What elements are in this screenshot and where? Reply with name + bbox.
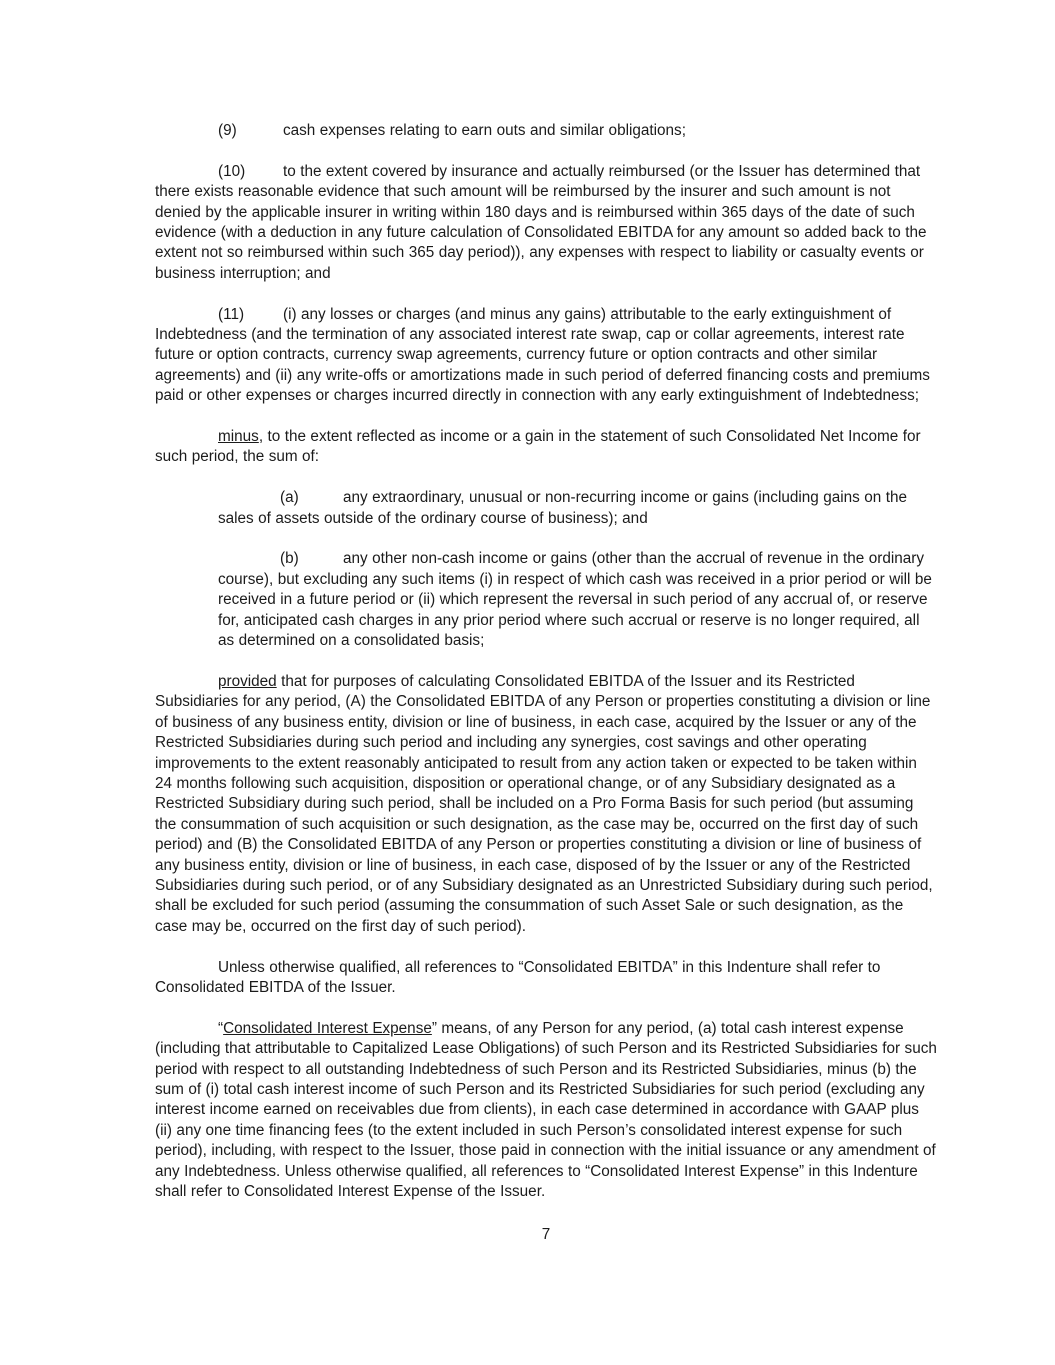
paragraph [155, 958, 937, 999]
paragraph-text: cash expenses relating to earn outs and similar obligations; [283, 122, 686, 139]
page-number: 7 [541, 1226, 551, 1243]
paragraph-number: (b) [280, 550, 299, 568]
paragraph [218, 549, 937, 651]
paragraph [155, 672, 937, 937]
paragraph-number: (a) [280, 489, 299, 507]
paragraph-text: , to the extent reflected as income or a gain in the statement of such Consolidated Net Income for such period, the sum of: [155, 428, 921, 466]
document-content [155, 121, 937, 1223]
paragraph [155, 1019, 937, 1203]
defined-term: Consolidated Interest Expense [223, 1019, 432, 1037]
paragraph-text: “ [218, 1019, 224, 1037]
paragraph-number: (9) [218, 122, 237, 139]
paragraph [155, 162, 937, 284]
paragraph-text: Unless otherwise qualified, all references to “Consolidated EBITDA” in this Indenture shall refer to Consolidated EBITDA of the Issuer. [155, 958, 881, 996]
paragraph [218, 488, 937, 529]
paragraph-text: any other non-cash income or gains (other than the accrual of revenue in the ordinary course), but excluding any such items (i) in respect of which cash was received in a prior period or will be received in a future period or (ii) which represent the reversal in such period of any accrual of, or reserve for, anticipated cash charges in any prior period where such accrual or reserve is no longer required, all as determined on a consolidated basis; [218, 550, 932, 650]
paragraph-text: (i) any losses or charges (and minus any gains) attributable to the early extinguishment of Indebtedness (and the termination of any associated interest rate swap, cap or collar agreements, interest rate future or option contracts, currency swap agreements, currency future or option contracts and other similar agreements) and (ii) any write-offs or amortizations made in such period of deferred financing costs and premiums paid or other expenses or charges incurred directly in connection with any early extinguishment of Indebtedness; [155, 305, 930, 405]
paragraph-number: (10) [218, 162, 246, 180]
defined-term: provided [218, 672, 277, 690]
paragraph [155, 427, 937, 468]
paragraph-number: (11) [218, 305, 245, 323]
paragraph [155, 121, 937, 141]
defined-term: minus [218, 428, 259, 446]
paragraph-text: to the extent covered by insurance and actually reimbursed (or the Issuer has determined that there exists reasonable evidence that such amount will be reimbursed by the insurer and such amount is not denied by the applicable insurer in writing within 180 days and is reimbursed within 365 days of the date of such evidence (with a deduction in any future calculation of Consolidated EBITDA for any amount so added back to the extent not so reimbursed within such 365 day period)), any expenses with respect to liability or casualty events or business interruption; and [155, 162, 927, 282]
paragraph-text: that for purposes of calculating Consolidated EBITDA of the Issuer and its Restricted Subsidiaries for any period, (A) the Consolidated EBITDA of any Person or properties constituting a division or line of business of any business entity, division or line of business, in each case, acquired by the Issuer or any of the Restricted Subsidiaries during such period and including any synergies, cost savings and other operating improvements to the extent reasonably anticipated to result from any action taken or expected to be taken within 24 months following such acquisition, disposition or operational change, or of any Subsidiary designated as a Restricted Subsidiary during such period, shall be included on a Pro Forma Basis for such period (but assuming the consummation of such acquisition or such designation, as the case may be, occurred on the first day of such period) and (B) the Consolidated EBITDA of any Person or properties constituting a division or line of business of any business entity, division or line of business, in each case, disposed of by the Issuer or any of the Restricted Subsidiaries during such period, or of any Subsidiary designated as an Unrestricted Subsidiary during such period, shall be excluded for such period (assuming the consummation of such Asset Sale or such designation, as the case may be, occurred on the first day of such period). [155, 672, 933, 935]
paragraph-text: ” means, of any Person for any period, (a) total cash interest expense (including that attributable to Capitalized Lease Obligations) of such Person and its Restricted Subsidiaries for such period with respect to all outstanding Indebtedness of such Person and its Restricted Subsidiaries, minus (b) the sum of (i) total cash interest income of such Person and its Restricted Subsidiaries for such period (excluding any interest income earned on receivables due from clients), in each case determined in accordance with GAAP plus (ii) any one time financing fees (to the extent included in such Person’s consolidated interest expense for such period), including, with respect to the Issuer, those paid in connection with the initial issuance or any amendment of any Indebtedness. Unless otherwise qualified, all references to “Consolidated Interest Expense” in this Indenture shall refer to Consolidated Interest Expense of the Issuer. [155, 1019, 937, 1200]
paragraph-text: any extraordinary, unusual or non-recurring income or gains (including gains on the sales of assets outside of the ordinary course of business); and [218, 489, 907, 527]
paragraph [155, 305, 937, 407]
